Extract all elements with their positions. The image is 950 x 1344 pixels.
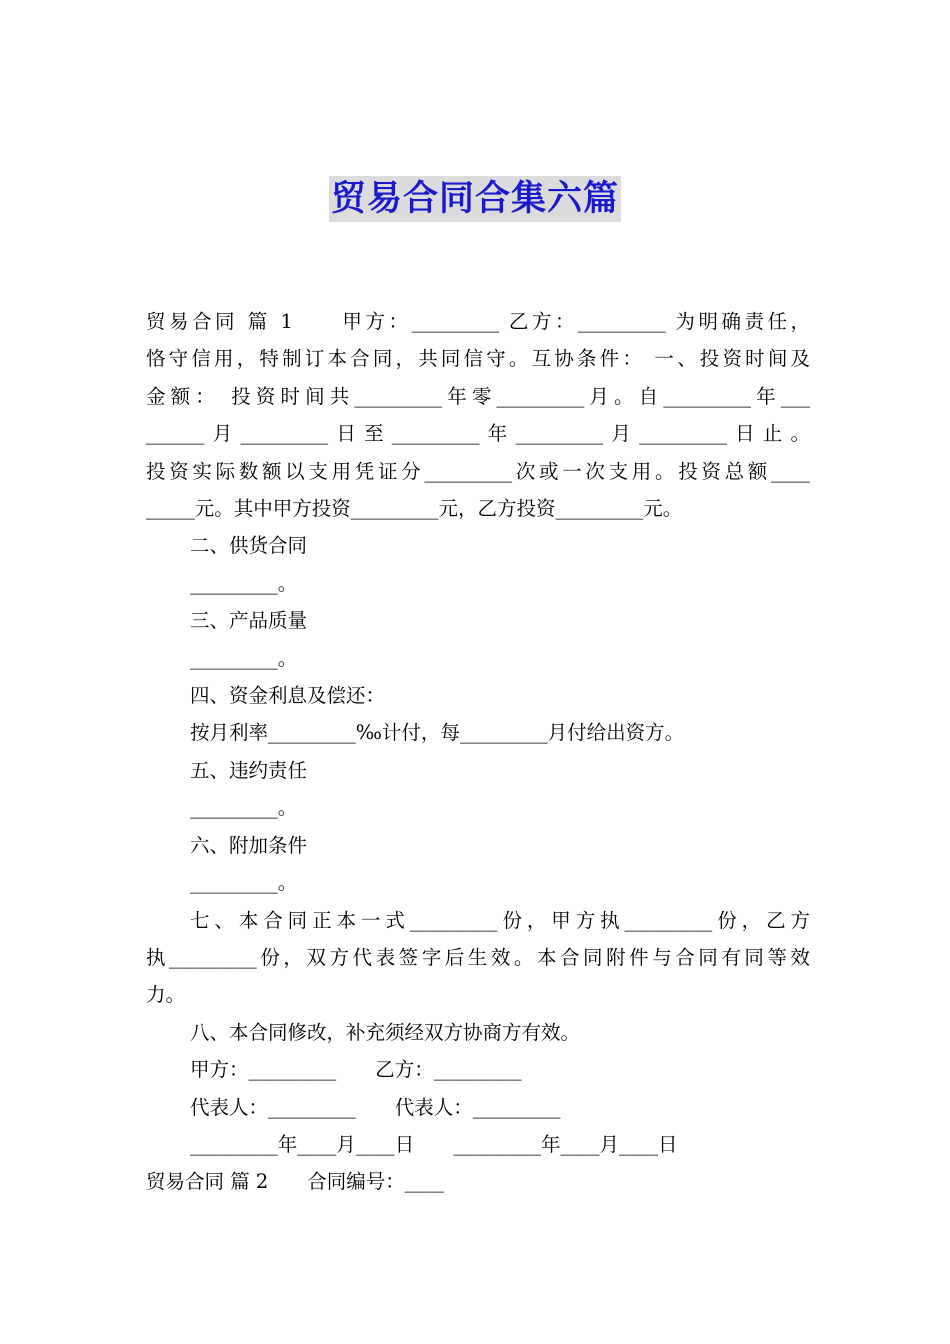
paragraph-line: ______月_________日至_________年_________月_________日止。 [146,422,810,446]
paragraph-line: _____元。其中甲方投资_________元，乙方投资_________元。 [146,497,683,521]
document-body [146,303,810,1201]
next-contract-heading: 贸易合同 篇 2 合同编号：____ [146,1170,444,1194]
paragraph-line: 贸易合同 篇 1 甲方：_________ 乙方：_________ 为明确责任， [146,310,810,333]
section-heading: 二、供货合同 [190,534,308,558]
paragraph-line: 八、本合同修改，补充须经双方协商方有效。 [190,1020,581,1044]
paragraph-line: 力。 [146,983,186,1007]
section-heading: 六、附加条件 [190,833,308,857]
blank-line: _________。 [190,646,298,670]
blank-line: _________。 [190,796,298,820]
section-heading: 三、产品质量 [190,609,308,633]
paragraph-line: 金额： 投资时间共_________年零_________月。自_________年___ [146,384,810,408]
paragraph-line: 按月利率_________‰计付，每_________月付给出资方。 [190,721,685,745]
blank-line: _________。 [190,571,298,595]
signature-date-line: _________年____月____日 _________年____月____日 [190,1132,678,1156]
signature-rep-line: 代表人：_________ 代表人：_________ [190,1095,561,1119]
paragraph-line: 恪守信用，特制订本合同，共同信守。互协条件： 一、投资时间及 [146,347,810,371]
title-container [0,176,950,222]
blank-line: _________。 [190,871,298,895]
signature-party-line: 甲方：_________ 乙方：_________ [190,1058,522,1082]
paragraph-line: 七、本合同正本一式_________份，甲方执_________份，乙方 [190,908,810,932]
paragraph-line: 投资实际数额以支用凭证分_________次或一次支用。投资总额____ [146,459,810,483]
section-heading: 五、违约责任 [190,758,308,782]
document-title: 贸易合同合集六篇 [329,176,621,222]
paragraph-line: 执_________份，双方代表签字后生效。本合同附件与合同有同等效 [146,945,810,969]
section-heading: 四、资金利息及偿还： [190,684,386,708]
